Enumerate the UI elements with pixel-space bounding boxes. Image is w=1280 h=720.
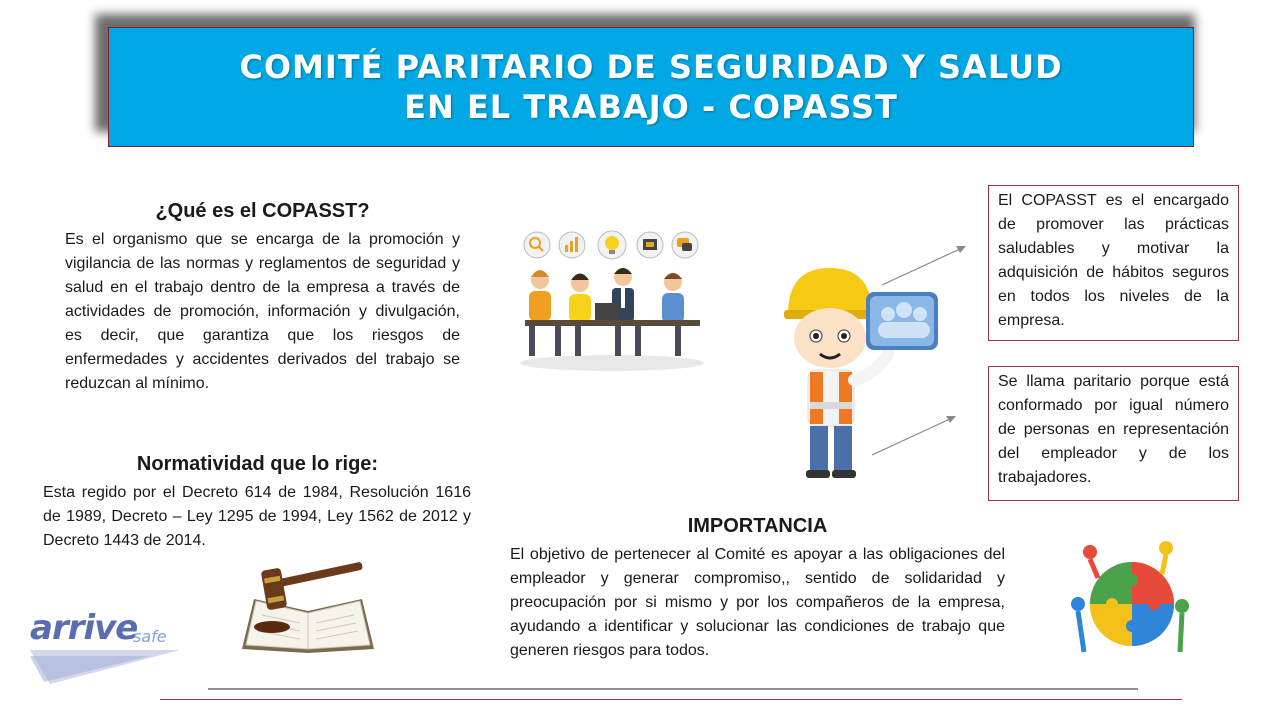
footer-divider-red (160, 699, 1182, 700)
importancia-body: El objetivo de pertenecer al Comité es apoyar a las obligaciones del empleador y generar compromiso,, sentido de solidaridad y preocupación por si mismo y por los compañeros de la empresa, ayudando a identificar y solucionar las condiciones de trabajo que generen riesgos para todos. (510, 546, 1005, 659)
arrow-icon (870, 410, 960, 460)
title-line-2: EN EL TRABAJO - COPASST (404, 88, 898, 126)
puzzle-teamwork-illustration (1068, 540, 1198, 665)
callout-paritario: Se llama paritario porque está conformado por igual número de personas en representación del empleador y de los trabajadores. (988, 366, 1239, 501)
logo-text: arrive (30, 608, 138, 648)
arrow-icon (880, 240, 970, 290)
gavel-book-illustration (238, 555, 378, 655)
title-banner (108, 27, 1194, 147)
meeting-chairs (529, 326, 681, 356)
callout-promotion: El COPASST es el encargado de promover las prácticas saludables y motivar la adquisición de hábitos seguros en todos los niveles de la empresa. (988, 185, 1239, 341)
meeting-illustration (515, 225, 710, 375)
title-line-1: COMITÉ PARITARIO DE SEGURIDAD Y SALUD (239, 48, 1063, 86)
norm-heading: Normatividad que lo rige: (136, 453, 379, 475)
meeting-top-icons (524, 231, 698, 259)
footer-divider-gray (208, 688, 1138, 690)
importancia-heading: IMPORTANCIA (687, 515, 828, 537)
logo-subtext: safe (133, 627, 167, 646)
what-body: Es el organismo que se encarga de la promoción y vigilancia de las normas y reglamentos de seguridad y salud en el trabajo dentro de la empresa a través de actividades de promoción, información y divulgación, es decir, que garantiza que los riesgos de enfermedades y accidentes derivados del trabajo se reduzcan al mínimo. (65, 231, 460, 392)
logo-swoosh-icon (30, 648, 180, 686)
what-heading: ¿Qué es el COPASST? (155, 200, 370, 222)
norm-body: Esta regido por el Decreto 614 de 1984, Resolución 1616 de 1989, Decreto – Ley 1295 de 1994, Ley 1562 de 2012 y Decreto 1443 de 2014. (43, 484, 471, 549)
